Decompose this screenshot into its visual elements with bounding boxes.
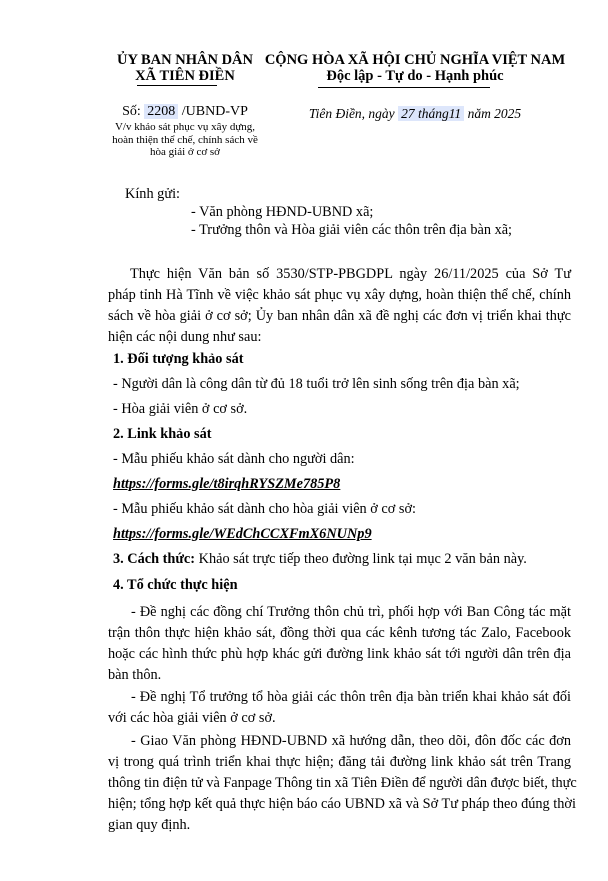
subject (85, 121, 285, 159)
section-4-para2-line: - Đề nghị Tổ trưởng tổ hòa giải các thôn trên địa bàn triển khai khảo sát đối (131, 689, 571, 705)
section-3-title: 3. Cách thức: (113, 551, 196, 567)
section-4-para3-line: thông tin điện tử và Fanpage Thông tin xã Tiên Điền để người dân được biết, thực (108, 775, 577, 791)
recipient-item: - Văn phòng HĐND-UBND xã; (191, 204, 374, 220)
citizen-survey-link[interactable]: https://forms.gle/t8irqhRYSZMe785P8 (113, 476, 341, 492)
section-4-para1-line: - Đề nghị các đồng chí Trưởng thôn chủ trì, phối hợp với Ban Công tác mặt (131, 604, 571, 620)
section-4-para1-line: hoặc các hình thức phù hợp khác gửi đường link khảo sát tới người dân trên địa (108, 646, 571, 662)
recipients-label: Kính gửi: (125, 186, 181, 202)
mediator-survey-link[interactable]: https://forms.gle/WEdChCCXFmX6NUNp9 (113, 526, 372, 542)
section-4-para3-line: hiện; tổng hợp kết quả thực hiện báo cáo UBND xã và Sở Tư pháp theo đúng thời (108, 796, 576, 812)
section-1-item: - Người dân là công dân từ đủ 18 tuổi trở lên sinh sống trên địa bàn xã; (113, 376, 520, 392)
subject-line: hoàn thiện thể chế, chính sách về (112, 133, 258, 146)
intro-line: Thực hiện Văn bản số 3530/STP-PBGDPL ngày 26/11/2025 của Sở Tư (130, 266, 571, 282)
subject-line: V/v khảo sát phục vụ xây dựng, (114, 121, 256, 133)
section-4-para1-line: bàn thôn. (108, 667, 162, 683)
citizen-survey-label: - Mẫu phiếu khảo sát dành cho người dân: (113, 451, 355, 467)
national-title (250, 52, 580, 84)
date-value[interactable]: 27 tháng11 (398, 106, 464, 121)
section-4-para3-line: - Giao Văn phòng HĐND-UBND xã hướng dẫn, theo dõi, đôn đốc các đơn (131, 733, 571, 749)
nation-name: CỘNG HÒA XÃ HỘI CHỦ NGHĨA VIỆT NAM (264, 52, 566, 68)
intro-line: sách về hòa giải ở cơ sở; Ủy ban nhân dân xã đề nghị các đơn vị triển khai thực (108, 308, 571, 324)
number-suffix: /UBND-VP (181, 104, 248, 119)
org-name-line1: ỦY BAN NHÂN DÂN (116, 52, 253, 68)
motto-underline (318, 87, 490, 88)
mediator-survey-label: - Mẫu phiếu khảo sát dành cho hòa giải viên ở cơ sở: (113, 501, 416, 517)
date-line (250, 106, 580, 122)
number-value[interactable]: 2208 (144, 104, 178, 119)
number-prefix: Số: (122, 104, 141, 119)
section-4-para2-line: với các hòa giải viên ở cơ sở. (108, 710, 276, 726)
motto: Độc lập - Tự do - Hạnh phúc (326, 68, 504, 84)
section-3 (113, 551, 576, 568)
section-4-title: 4. Tổ chức thực hiện (113, 577, 238, 593)
section-4-para3-line: gian quy định. (108, 817, 191, 833)
section-1-title: 1. Đối tượng khảo sát (113, 351, 244, 367)
section-4-para3-line: vị trong quá trình triển khai thực hiện; đăng tải đường link khảo sát trên Trang (108, 754, 571, 770)
section-2-title: 2. Link khảo sát (113, 426, 212, 442)
section-1-item: - Hòa giải viên ở cơ sở. (113, 401, 248, 417)
intro-line: pháp tỉnh Hà Tĩnh về việc khảo sát phục vụ xây dựng, hoàn thiện thể chế, chính (108, 287, 571, 303)
section-3-text: Khảo sát trực tiếp theo đường link tại mục 2 văn bản này. (195, 551, 527, 567)
section-4-para1-line: trận thôn thực hiện khảo sát, đồng thời qua các kênh tương tác Zalo, Facebook (108, 625, 571, 641)
org-underline (137, 85, 217, 86)
subject-line: hòa giải ở cơ sở (150, 146, 220, 158)
date-year: năm 2025 (467, 106, 522, 121)
date-place: Tiên Điền, ngày (308, 106, 395, 121)
intro-line: hiện các nội dung như sau: (108, 329, 262, 345)
recipient-item: - Trưởng thôn và Hòa giải viên các thôn trên địa bàn xã; (191, 222, 513, 238)
org-name-line2: XÃ TIÊN ĐIỀN (135, 68, 235, 84)
